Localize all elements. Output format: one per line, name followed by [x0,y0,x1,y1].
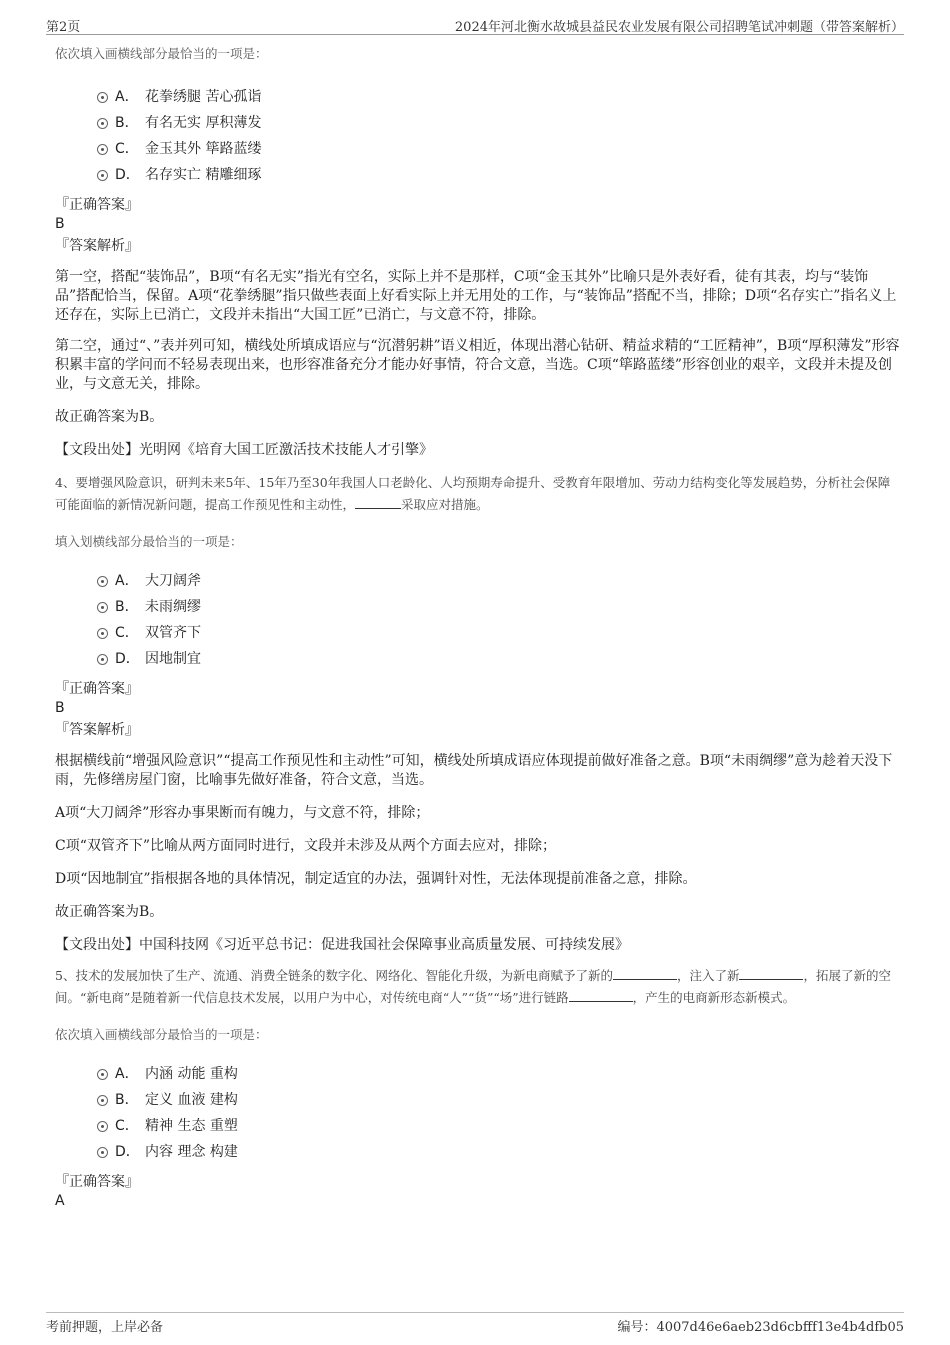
q3-answer: B [55,216,65,232]
q5-option-a[interactable]: A． 内涵 动能 重构 [55,1061,900,1087]
q4-option-c[interactable]: C． 双管齐下 [55,620,900,646]
q3-options [55,84,900,188]
q3-option-d[interactable]: D． 名存实亡 精雕细琢 [55,162,900,188]
q4-analysis-3: C项“双管齐下”比喻从两方面同时进行，文段并未涉及从两个方面去应对，排除； [55,838,557,854]
q3-analysis-label: 『答案解析』 [55,238,139,254]
q4-option-d[interactable]: D． 因地制宜 [55,646,900,672]
document-body [55,44,900,1211]
q3-analysis-2: 第二空，通过“、”表并列可知，横线处所填成语应与“沉潜躬耕”语义相近，体现出潜心钻研、精益求精的“工匠精神”，B项“厚积薄发”形容积累丰富的学问而不轻易表现出来，也形容准备充分才能办好事情，符合文意，当选。C项“筚路蓝缕”形容创业的艰辛，文段并未提及创业，与文意无关，排除。 [55,338,900,392]
q4-stem: 4、要增强风险意识，研判未来5年、15年乃至30年我国人口老龄化、人均预期寿命提升、受教育年限增加、劳动力结构变化等发展趋势，分析社会保障可能面临的新情况新问题，提高工作预见性和主动性， 采取应对措施。 [55,475,891,512]
q5-answer: A [55,1193,65,1209]
page-number: 第2页 [46,20,81,35]
q4-answer-label: 『正确答案』 [55,681,139,697]
q4-instruction: 填入划横线部分最恰当的一项是： [55,534,243,549]
q3-answer-label: 『正确答案』 [55,197,139,213]
q3-option-c[interactable]: C． 金玉其外 筚路蓝缕 [55,136,900,162]
q4-analysis-1: 根据横线前“增强风险意识”“提高工作预见性和主动性”可知，横线处所填成语应体现提前做好准备之意。B项“未雨绸缪”意为趁着天没下雨，先修缮房屋门窗，比喻事先做好准备，符合文意，当选。 [55,753,893,788]
radio-icon[interactable] [97,144,108,155]
document-code: 编号：4007d46e6aeb23d6cbfff13e4b4dfb05 [617,1320,904,1335]
q3-option-b[interactable]: B． 有名无实 厚积薄发 [55,110,900,136]
q5-instruction: 依次填入画横线部分最恰当的一项是： [55,1027,268,1042]
q5-option-b[interactable]: B． 定义 血液 建构 [55,1087,900,1113]
radio-icon[interactable] [97,576,108,587]
radio-icon[interactable] [97,628,108,639]
q5-stem: 5、技术的发展加快了生产、流通、消费全链条的数字化、网络化、智能化升级，为新电商赋予了新的 ，注入了新 ，拓展了新的空间。“新电商”是随着新一代信息技术发展，以用户为中心，对传统电商“人”“货”“场”进行链路 ，产生的电商新形态新模式。 [55,968,891,1005]
radio-icon[interactable] [97,170,108,181]
q3-option-a[interactable]: A． 花拳绣腿 苦心孤诣 [55,84,900,110]
page-header [46,14,904,35]
radio-icon[interactable] [97,1147,108,1158]
q5-options [55,1061,900,1165]
document-title: 2024年河北衡水故城县益民农业发展有限公司招聘笔试冲刺题（带答案解析） [454,20,904,35]
q3-source: 【文段出处】光明网《培育大国工匠激活技术技能人才引擎》 [55,442,433,458]
radio-icon[interactable] [97,118,108,129]
q4-options [55,568,900,672]
blank-line [355,496,401,509]
radio-icon[interactable] [97,602,108,613]
q5-option-d[interactable]: D． 内容 理念 构建 [55,1139,900,1165]
q4-analysis-2: A项“大刀阔斧”形容办事果断而有魄力，与文意不符，排除； [55,805,430,821]
blank-line [613,967,677,980]
q3-analysis-1: 第一空，搭配“装饰品”，B项“有名无实”指光有空名，实际上并不是那样，C项“金玉其外”比喻只是外表好看，徒有其表，均与“装饰品”搭配恰当，保留。A项“花拳绣腿”指只做些表面上好看实际上并无用处的工作，与“装饰品”搭配不当，排除；D项“名存实亡”指名义上还存在，实际上已消亡，文段并未指出“大国工匠”已消亡，与文意不符，排除。 [55,269,897,323]
page-footer [46,1312,904,1337]
radio-icon[interactable] [97,1121,108,1132]
q5-answer-label: 『正确答案』 [55,1174,139,1190]
blank-line [739,967,803,980]
q4-option-b[interactable]: B． 未雨绸缪 [55,594,900,620]
q4-analysis-5: 故正确答案为B。 [55,904,164,920]
radio-icon[interactable] [97,1069,108,1080]
radio-icon[interactable] [97,1095,108,1106]
q4-answer: B [55,700,65,716]
radio-icon[interactable] [97,654,108,665]
radio-icon[interactable] [97,92,108,103]
q5-option-c[interactable]: C． 精神 生态 重塑 [55,1113,900,1139]
q4-analysis-label: 『答案解析』 [55,722,139,738]
q4-source: 【文段出处】中国科技网《习近平总书记：促进我国社会保障事业高质量发展、可持续发展》 [55,937,629,953]
q3-analysis-3: 故正确答案为B。 [55,409,164,425]
footer-slogan: 考前押题，上岸必备 [46,1320,164,1335]
q4-analysis-4: D项“因地制宜”指根据各地的具体情况，制定适宜的办法，强调针对性，无法体现提前准备之意，排除。 [55,871,697,887]
q3-instruction: 依次填入画横线部分最恰当的一项是： [55,46,268,61]
q4-option-a[interactable]: A． 大刀阔斧 [55,568,900,594]
blank-line [569,989,633,1002]
